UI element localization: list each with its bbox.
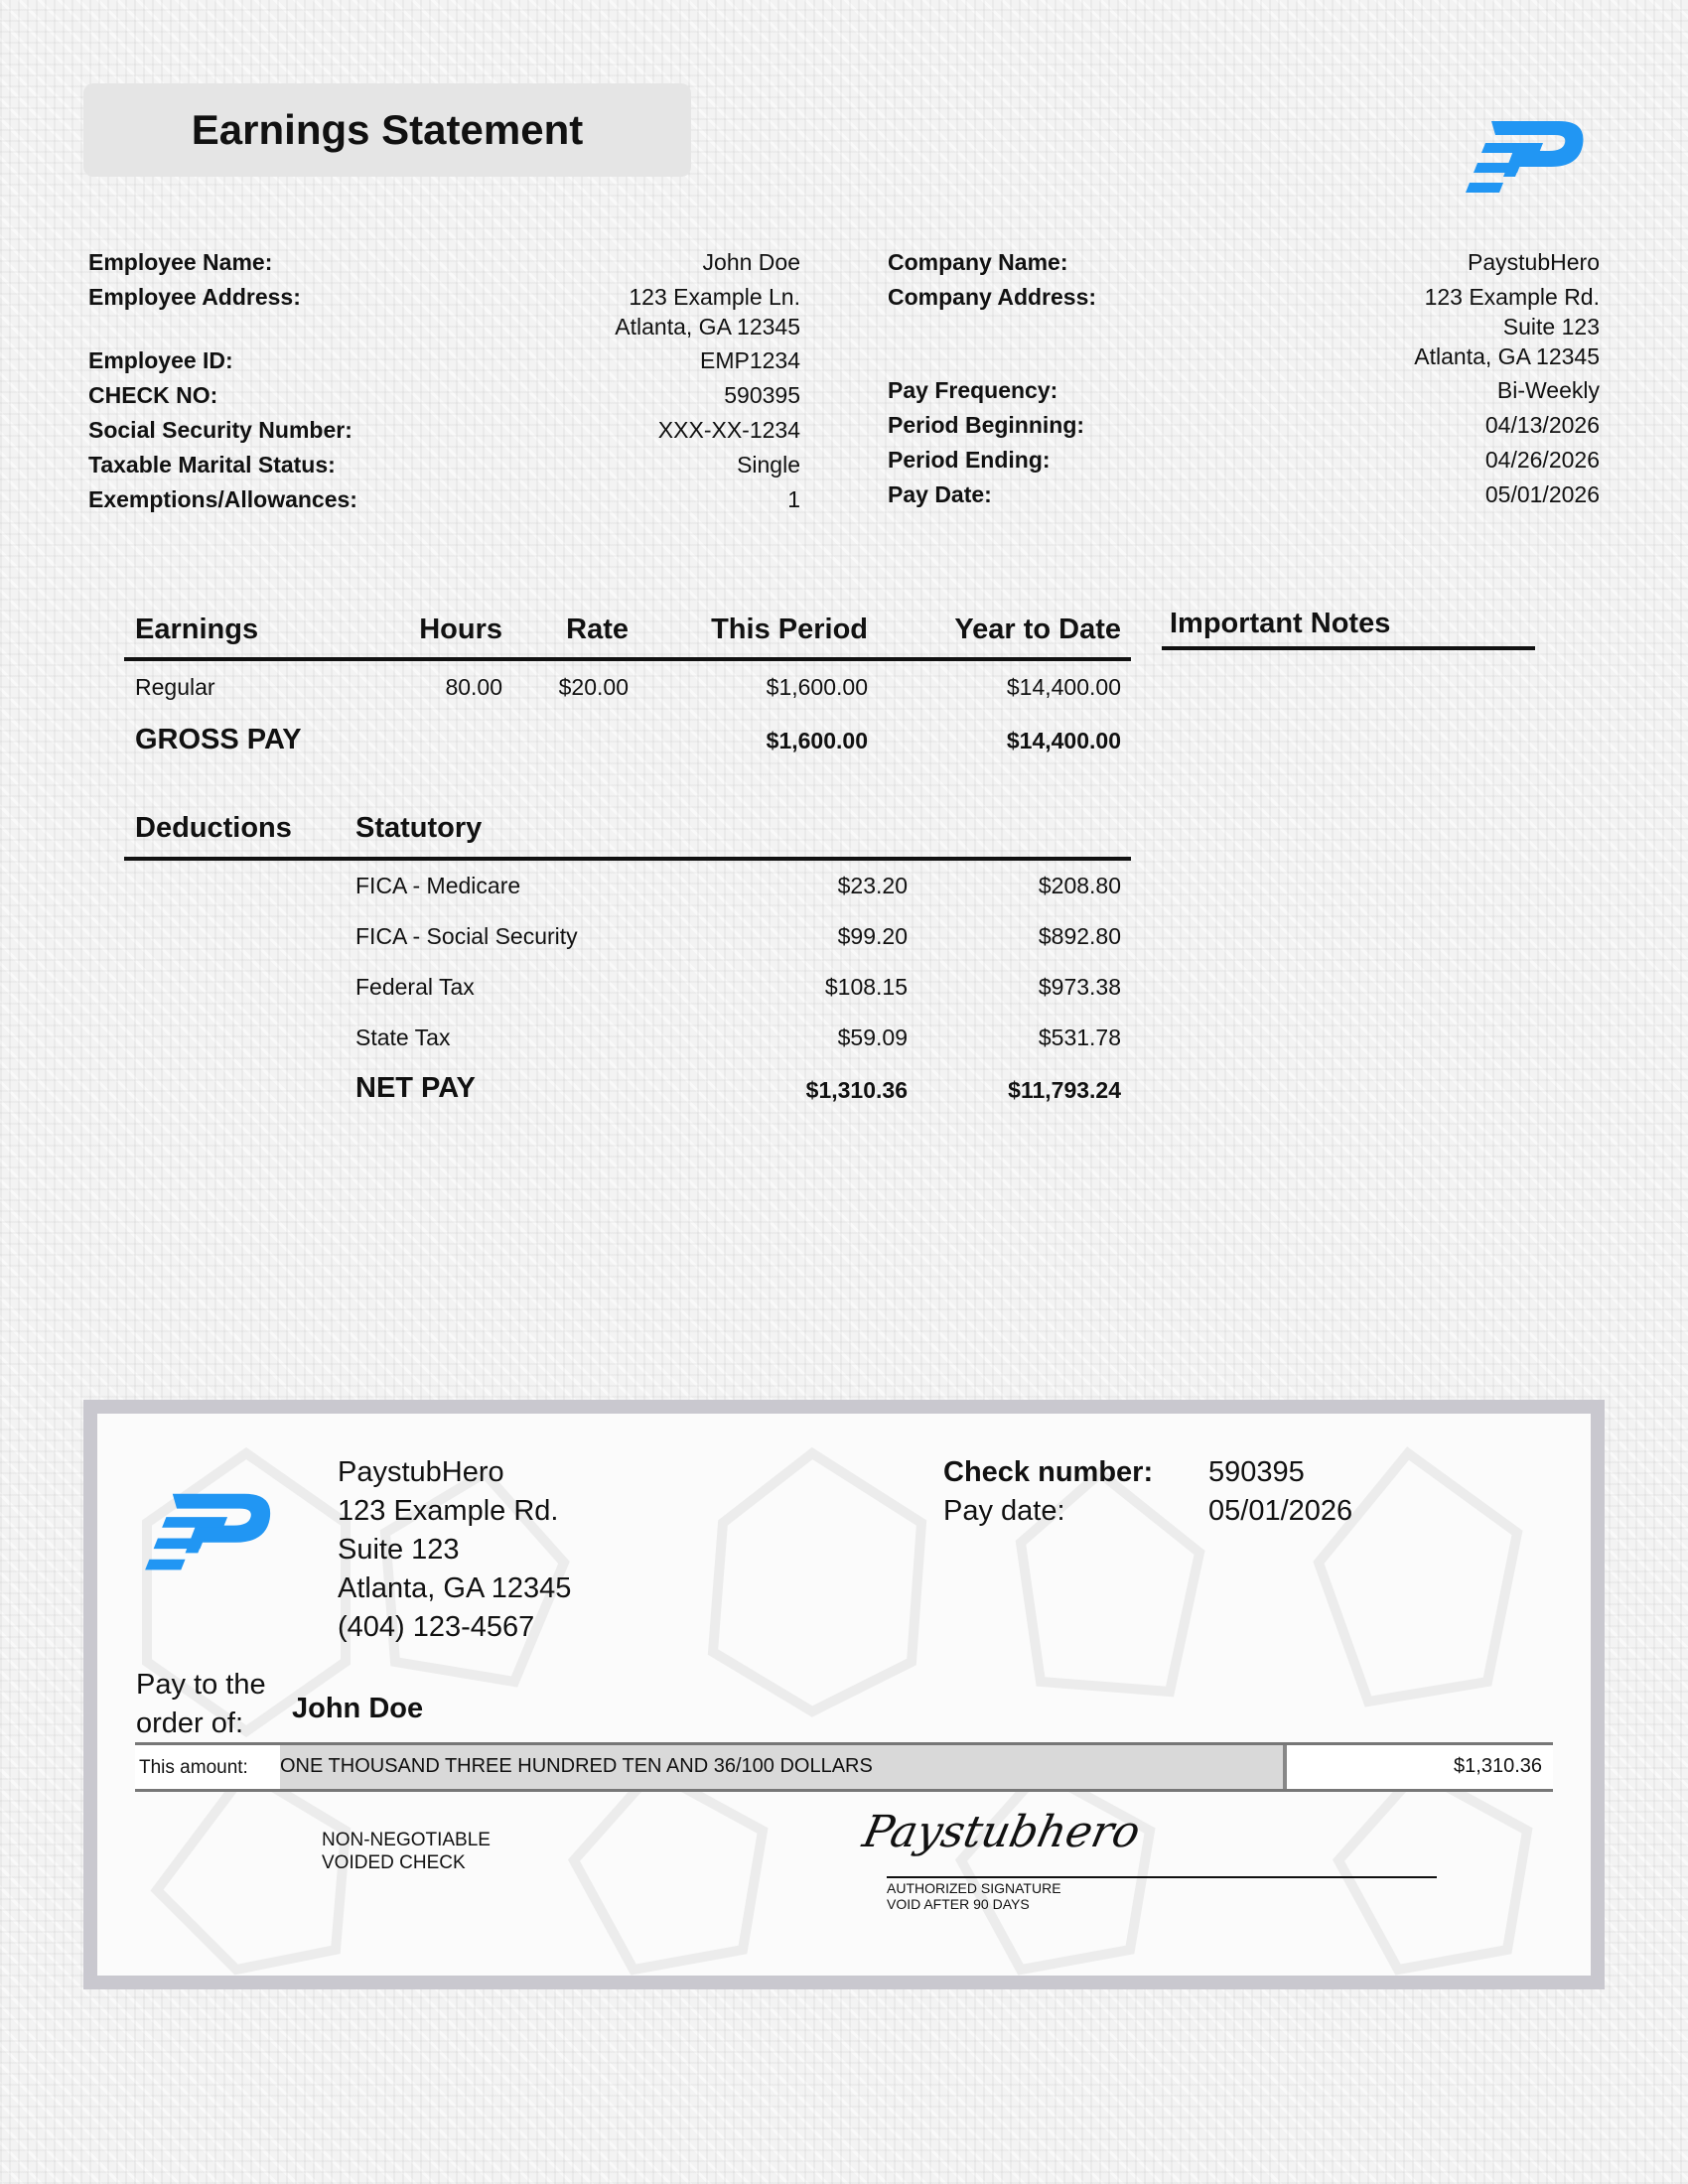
exemptions-row [88,484,800,514]
amount-label: This amount: [139,1757,248,1778]
pay-to-label-line1: Pay to the [136,1669,266,1701]
marital-label: Taxable Marital Status: [88,452,336,478]
earnings-header-rule [124,657,1131,661]
employee-address-label: Employee Address: [88,284,301,310]
signature-line [887,1876,1437,1878]
deduction-this-period: $108.15 [824,974,908,1000]
employee-address-row-2 [88,312,800,341]
regular-label: Regular [135,674,215,700]
ssn-label: Social Security Number: [88,417,352,443]
check-address-line1: 123 Example Rd. [338,1495,559,1527]
ssn-row [88,415,800,445]
deduction-ytd: $208.80 [1038,873,1121,898]
pay-date-value: 05/01/2026 [1484,481,1600,507]
deduction-this-period: $59.09 [837,1024,908,1050]
earnings-header: Earnings [135,614,259,645]
net-pay-label: NET PAY [355,1072,476,1104]
deduction-label: FICA - Medicare [355,873,521,898]
deduction-ytd: $973.38 [1038,974,1121,1000]
pay-frequency-label: Pay Frequency: [888,377,1058,403]
employee-name-row [88,247,800,277]
gross-ytd: $14,400.00 [1006,728,1121,753]
rate-header: Rate [566,614,629,645]
marital-value: Single [737,452,800,478]
company-name-row [888,247,1600,277]
paystubhero-logo-icon [1464,115,1589,197]
ssn-value: XXX-XX-1234 [657,417,800,443]
employee-address-line1: 123 Example Ln. [629,284,800,310]
net-ytd: $11,793.24 [1008,1077,1121,1103]
deduction-label: Federal Tax [355,974,475,1000]
company-address-line1: 123 Example Rd. [1424,284,1600,310]
deduction-this-period: $99.20 [837,923,908,949]
check-no-value: 590395 [724,382,800,408]
pay-to-label-line2: order of: [136,1707,243,1739]
statutory-header: Statutory [355,812,483,844]
deduction-label: FICA - Social Security [355,923,578,949]
company-address-label: Company Address: [888,284,1097,310]
deductions-header: Deductions [135,812,292,844]
title-box [83,83,691,177]
company-address-row-2 [888,312,1600,341]
non-negotiable-text: NON-NEGOTIABLE [322,1830,491,1850]
exemptions-label: Exemptions/Allowances: [88,486,357,512]
pay-date-label: Pay Date: [888,481,992,507]
employee-name-label: Employee Name: [88,249,273,275]
check-company-name: PaystubHero [338,1456,504,1488]
check-no-label: CHECK NO: [88,382,218,408]
period-ending-value: 04/26/2026 [1484,447,1600,473]
deduction-label: State Tax [355,1024,451,1050]
check-address-line2: Suite 123 [338,1534,460,1566]
net-this-period: $1,310.36 [805,1077,908,1103]
check-no-row [88,380,800,410]
deductions-header-rule [124,857,1131,861]
period-beginning-label: Period Beginning: [888,412,1085,438]
regular-hours: 80.00 [445,674,502,700]
regular-rate: $20.00 [558,674,629,700]
gross-pay-label: GROSS PAY [135,724,302,755]
this-period-header: This Period [711,614,868,645]
company-address-line2: Suite 123 [1502,314,1600,340]
period-beginning-row [888,410,1600,440]
hours-header: Hours [419,614,502,645]
regular-this-period: $1,600.00 [766,674,868,700]
employee-id-label: Employee ID: [88,347,233,373]
employee-address-line2: Atlanta, GA 12345 [615,314,800,340]
marital-row [88,450,800,479]
voided-check-text: VOIDED CHECK [322,1852,466,1873]
important-notes-rule [1162,646,1535,650]
pay-date-row [888,479,1600,509]
exemptions-value: 1 [787,486,800,512]
period-ending-row [888,445,1600,475]
payee-name: John Doe [292,1693,424,1724]
regular-ytd: $14,400.00 [1006,674,1121,700]
period-beginning-value: 04/13/2026 [1484,412,1600,438]
check-number-label: Check number: [943,1456,1154,1488]
company-address-line3: Atlanta, GA 12345 [1414,343,1600,369]
deduction-ytd: $892.80 [1038,923,1121,949]
employee-address-row [88,282,800,312]
check-number-value: 590395 [1208,1456,1305,1488]
pay-frequency-value: Bi-Weekly [1496,377,1600,403]
employee-id-value: EMP1234 [699,347,800,373]
company-name-label: Company Name: [888,249,1068,275]
amount-figure: $1,310.36 [1454,1755,1542,1777]
period-ending-label: Period Ending: [888,447,1051,473]
employee-name-value: John Doe [702,249,800,275]
employee-id-row [88,345,800,375]
check-phone: (404) 123-4567 [338,1611,535,1643]
void-after-text: VOID AFTER 90 DAYS [887,1896,1030,1912]
year-to-date-header: Year to Date [954,614,1121,645]
authorized-signature: Paystubhero [858,1807,1145,1857]
company-address-row-3 [888,341,1600,371]
authorized-signature-label: AUTHORIZED SIGNATURE [887,1880,1061,1896]
check-pay-date-value: 05/01/2026 [1208,1495,1353,1527]
deduction-ytd: $531.78 [1038,1024,1121,1050]
deduction-this-period: $23.20 [837,873,908,898]
company-address-row [888,282,1600,312]
check-pay-date-label: Pay date: [943,1495,1065,1527]
important-notes-title: Important Notes [1170,608,1391,639]
pay-frequency-row [888,375,1600,405]
page-title: Earnings Statement [191,106,584,153]
paystubhero-logo-icon [143,1487,276,1574]
company-name-value: PaystubHero [1468,249,1600,275]
gross-this-period: $1,600.00 [766,728,868,753]
check-address-line3: Atlanta, GA 12345 [338,1572,572,1604]
amount-in-words: ONE THOUSAND THREE HUNDRED TEN AND 36/100 DOLLARS [280,1755,873,1777]
